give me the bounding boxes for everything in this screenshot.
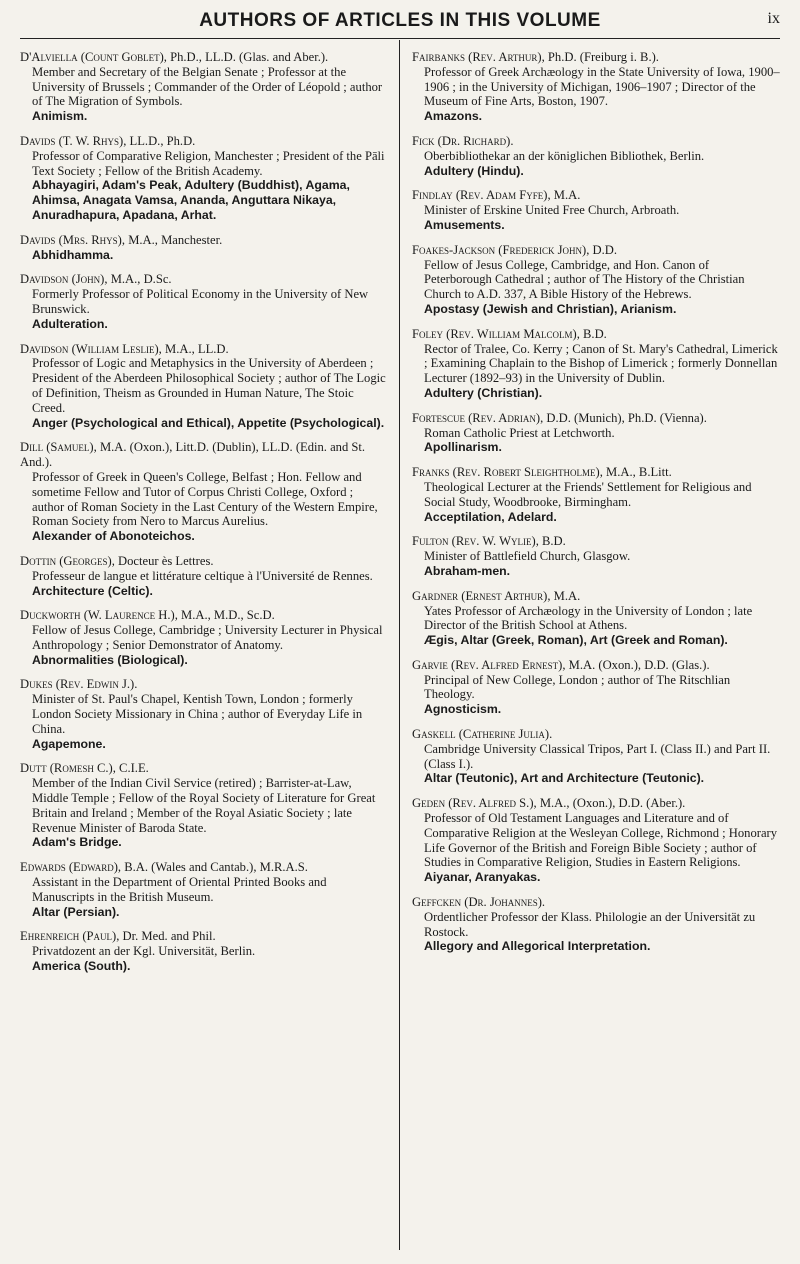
author-credentials: D.D. — [592, 242, 617, 257]
author-description: Assistant in the Department of Oriental Printed Books and Manuscripts in the British Museum. — [32, 875, 327, 904]
author-credentials: M.A., LL.D. — [165, 341, 229, 356]
page-header — [0, 0, 800, 40]
author-heading — [412, 188, 780, 203]
article-titles: Adultery (Hindu). — [424, 163, 524, 178]
author-name: Davids (T. W. Rhys), — [20, 133, 127, 148]
author-entry — [412, 534, 780, 578]
author-entry — [20, 677, 388, 751]
author-heading — [20, 342, 388, 357]
author-entry — [20, 860, 388, 919]
author-heading — [412, 50, 780, 65]
author-description: Professor of Old Testament Languages and Literature and of Comparative Religion at the Wesleyan College, Richmond ; Honorary Life Governor of the British and Foreign Bible Society ; author of Studies in Comparative Religion, Studies in Eastern Religions. — [424, 811, 778, 870]
author-name: Ehrenreich (Paul), — [20, 929, 120, 944]
author-name: Dutt (Romesh C.), — [20, 761, 116, 776]
author-entry — [20, 272, 388, 331]
author-heading — [20, 440, 388, 470]
article-titles: Architecture (Celtic). — [32, 583, 153, 598]
article-titles: Adam's Bridge. — [32, 835, 122, 850]
author-name: Findlay (Rev. Adam Fyfe), — [412, 188, 551, 203]
author-entry — [412, 727, 780, 786]
author-description: Member of the Indian Civil Service (retired) ; Barrister-at-Law, Middle Temple ; Fellow of the Royal Society of Literature for Great Britain and Ireland ; Member of the Royal Asiatic Society ; late Revenue Minister of Baroda State. — [32, 776, 376, 835]
author-credentials: M.A., (Oxon.), D.D. (Aber.). — [539, 796, 686, 811]
author-credentials: M.A. (Oxon.), D.D. (Glas.). — [568, 657, 710, 672]
author-heading — [20, 554, 388, 569]
article-titles: Adulteration. — [32, 316, 108, 331]
author-name: Geden (Rev. Alfred S.), — [412, 796, 537, 811]
author-name: Garvie (Rev. Alfred Ernest), — [412, 657, 566, 672]
page-number: ix — [767, 10, 780, 27]
author-entry — [20, 342, 388, 431]
author-entry — [412, 134, 780, 178]
running-head: AUTHORS OF ARTICLES IN THIS VOLUME — [199, 10, 601, 31]
author-description: Fellow of Jesus College, Cambridge, and Hon. Canon of Peterborough Cathedral ; author of The History of the Christian Church to A.D. 337, A Bible History of the Hebrews. — [424, 257, 745, 302]
article-titles: Animism. — [32, 109, 88, 124]
article-titles: Ægis, Altar (Greek, Roman), Art (Greek and Roman). — [424, 633, 728, 648]
author-heading — [20, 272, 388, 287]
author-entry — [412, 465, 780, 524]
author-entry — [412, 658, 780, 717]
author-entry — [412, 188, 780, 232]
author-name: Foakes-Jackson (Frederick John), — [412, 242, 590, 257]
article-titles: Apollinarism. — [424, 440, 502, 455]
author-credentials: B.D. — [583, 326, 607, 341]
author-credentials: M.A., D.Sc. — [110, 272, 172, 287]
author-entry — [20, 608, 388, 667]
author-name: Dill (Samuel), — [20, 440, 97, 455]
author-heading — [412, 465, 780, 480]
author-entry — [412, 50, 780, 124]
author-description: Formerly Professor of Political Economy in the University of New Brunswick. — [32, 287, 369, 316]
author-credentials: B.D. — [542, 534, 566, 549]
author-credentials: C.I.E. — [119, 761, 149, 776]
author-description: Professor of Greek in Queen's College, Belfast ; Hon. Fellow and sometime Fellow and Tutor of Corpus Christi College, Oxford ; author of Roman Society in the Last Century of the Western Empire, Roman Society from Nero to Marcus Aurelius. — [32, 469, 378, 529]
author-entry — [20, 134, 388, 223]
author-credentials: Docteur ès Lettres. — [118, 553, 214, 568]
author-credentials: M.A., M.D., Sc.D. — [181, 608, 275, 623]
column-divider — [399, 40, 400, 1250]
author-heading — [412, 658, 780, 673]
author-description: Professeur de langue et littérature celtique à l'Université de Rennes. — [32, 568, 373, 583]
article-titles: Acceptilation, Adelard. — [424, 509, 557, 524]
author-entry — [412, 589, 780, 648]
author-heading — [412, 727, 780, 742]
article-titles: Abhidhamma. — [32, 247, 114, 262]
author-heading — [412, 589, 780, 604]
author-entry — [20, 233, 388, 263]
author-credentials: Ph.D. (Freiburg i. B.). — [547, 50, 659, 64]
author-description: Minister of St. Paul's Chapel, Kentish Town, London ; formerly London Society Missionary in China ; author of Everyday Life in China. — [32, 692, 363, 736]
author-entry — [412, 895, 780, 954]
article-titles: Alexander of Abonoteichos. — [32, 529, 195, 544]
author-description: Fellow of Jesus College, Cambridge ; University Lecturer in Physical Anthropology ; Senior Demonstrator of Anatomy. — [32, 623, 383, 652]
author-name: Davidson (William Leslie), — [20, 341, 162, 356]
article-titles: Adultery (Christian). — [424, 385, 543, 400]
author-name: Gaskell (Catherine Julia). — [412, 727, 553, 742]
author-entry — [20, 440, 388, 544]
author-name: Fairbanks (Rev. Arthur), — [412, 50, 545, 64]
author-description: Minister of Erskine United Free Church, Arbroath. — [424, 203, 680, 218]
author-description: Privatdozent an der Kgl. Universität, Berlin. — [32, 944, 256, 959]
author-heading — [412, 327, 780, 342]
author-credentials: B.A. (Wales and Cantab.), M.R.A.S. — [124, 860, 308, 875]
author-name: Geffcken (Dr. Johannes). — [412, 895, 546, 910]
author-heading — [412, 411, 780, 426]
author-entry — [412, 327, 780, 401]
author-description: Roman Catholic Priest at Letchworth. — [424, 425, 615, 440]
author-description: Ordentlicher Professor der Klass. Philologie an der Universität zu Rostock. — [424, 909, 756, 939]
author-heading — [412, 895, 780, 910]
author-name: D'Alviella (Count Goblet), — [20, 50, 167, 64]
author-name: Dukes (Rev. Edwin J.). — [20, 677, 138, 692]
author-description: Principal of New College, London ; author of The Ritschlian Theology. — [424, 672, 731, 702]
author-heading — [412, 796, 780, 811]
article-titles: Apostasy (Jewish and Christian), Arianism. — [424, 301, 677, 316]
author-entry — [412, 411, 780, 455]
author-heading — [20, 50, 388, 65]
article-titles: Agapemone. — [32, 736, 106, 751]
author-name: Fortescue (Rev. Adrian), — [412, 410, 544, 425]
author-heading — [20, 608, 388, 623]
author-description: Professor of Greek Archæology in the State University of Iowa, 1900–1906 ; in the University of Michigan, 1906–1907 ; Director of the Museum of Fine Arts, Boston, 1907. — [424, 64, 780, 109]
article-titles: America (South). — [32, 959, 131, 974]
article-titles: Abraham-men. — [424, 563, 511, 578]
author-heading — [20, 761, 388, 776]
article-titles: Amusements. — [424, 217, 505, 232]
author-description: Theological Lecturer at the Friends' Settlement for Religious and Social Study, Woodbrooke, Birmingham. — [424, 479, 752, 509]
article-titles: Agnosticism. — [424, 702, 502, 717]
author-name: Davidson (John), — [20, 272, 108, 287]
author-description: Oberbibliothekar an der königlichen Bibliothek, Berlin. — [424, 148, 705, 163]
author-credentials: M.A. — [553, 588, 581, 603]
author-name: Foley (Rev. William Malcolm), — [412, 326, 580, 341]
article-titles: Altar (Teutonic), Art and Architecture (Teutonic). — [424, 771, 705, 786]
author-name: Franks (Rev. Robert Sleightholme), — [412, 465, 603, 480]
author-entry — [412, 243, 780, 317]
author-credentials: M.A. — [553, 188, 581, 203]
author-heading — [20, 233, 388, 248]
author-description: Yates Professor of Archæology in the University of London ; late Director of the British School at Athens. — [424, 603, 753, 633]
author-entry — [412, 796, 780, 885]
author-heading — [20, 677, 388, 692]
author-heading — [412, 134, 780, 149]
author-description: Member and Secretary of the Belgian Senate ; Professor at the University of Brussels ; Commander of the Order of Léopold ; author of The Migration of Symbols. — [32, 64, 383, 109]
article-titles: Abhayagiri, Adam's Peak, Adultery (Buddhist), Agama, Ahimsa, Anagata Vamsa, Ananda, Anguttara Nikaya, Anuradhapura, Apadana, Arhat. — [32, 178, 350, 222]
author-credentials: Ph.D., LL.D. (Glas. and Aber.). — [170, 50, 329, 64]
author-name: Dottin (Georges), — [20, 553, 115, 568]
article-titles: Allegory and Allegorical Interpretation. — [424, 939, 651, 954]
author-entry — [20, 50, 388, 124]
author-entry — [20, 554, 388, 598]
author-name: Gardner (Ernest Arthur), — [412, 588, 551, 603]
author-entry — [20, 761, 388, 850]
author-name: Edwards (Edward), — [20, 860, 122, 875]
author-description: Professor of Logic and Metaphysics in the University of Aberdeen ; President of the Aberdeen Philosophical Society ; author of The Logic of Definition, Theism as Grounded in Human Nature, The Stoic Creed. — [32, 356, 386, 415]
author-heading — [20, 134, 388, 149]
author-description: Professor of Comparative Religion, Manchester ; President of the Pāli Text Society ; Fellow of the British Academy. — [32, 148, 385, 178]
right-column — [412, 50, 780, 964]
author-heading — [412, 243, 780, 258]
header-rule — [20, 38, 780, 39]
article-titles: Altar (Persian). — [32, 904, 120, 919]
author-description: Cambridge University Classical Tripos, Part I. (Class II.) and Part II. (Class I.). — [424, 741, 771, 771]
left-column — [20, 50, 388, 984]
article-titles: Amazons. — [424, 109, 483, 124]
author-description: Rector of Tralee, Co. Kerry ; Canon of St. Mary's Cathedral, Limerick ; Examining Chaplain to the Bishop of Limerick ; formerly Donnellan Lecturer (1892–93) in the University of Dublin. — [424, 341, 778, 386]
author-credentials: LL.D., Ph.D. — [129, 133, 196, 148]
article-titles: Aiyanar, Aranyakas. — [424, 870, 541, 885]
author-heading — [20, 929, 388, 944]
article-titles: Abnormalities (Biological). — [32, 652, 188, 667]
author-credentials: M.A., B.Litt. — [606, 465, 672, 480]
author-description: Minister of Battlefield Church, Glasgow. — [424, 549, 631, 564]
article-titles: Anger (Psychological and Ethical), Appetite (Psychological). — [32, 415, 385, 430]
author-credentials: D.D. (Munich), Ph.D. (Vienna). — [546, 410, 707, 425]
author-name: Duckworth (W. Laurence H.), — [20, 608, 178, 623]
author-entry — [20, 929, 388, 973]
author-name: Davids (Mrs. Rhys), — [20, 232, 126, 247]
author-credentials: M.A. (Oxon.), Litt.D. (Dublin), LL.D. (Edin. and St. And.). — [20, 440, 366, 470]
author-name: Fulton (Rev. W. Wylie), — [412, 534, 539, 549]
author-name: Fick (Dr. Richard). — [412, 133, 514, 148]
author-credentials: Dr. Med. and Phil. — [122, 929, 216, 944]
author-heading — [20, 860, 388, 875]
author-heading — [412, 534, 780, 549]
author-credentials: M.A., Manchester. — [128, 232, 223, 247]
